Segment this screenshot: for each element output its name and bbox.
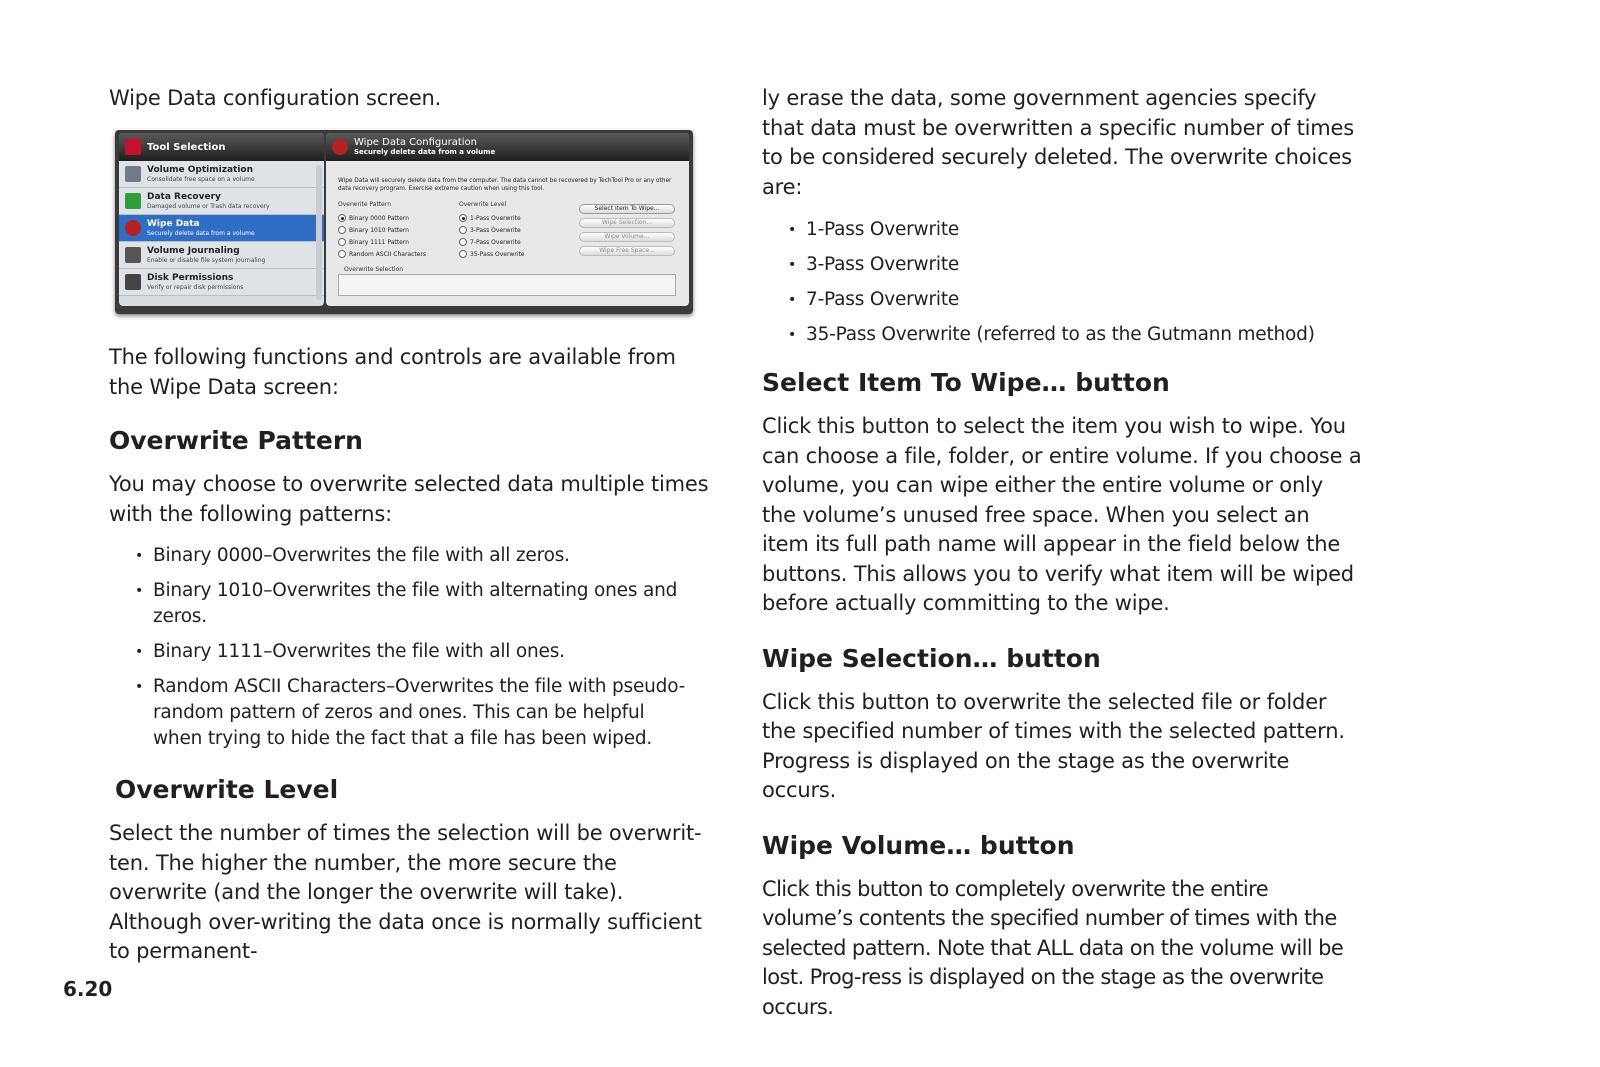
list-item-text: Random ASCII Characters–Overwrites the file with pseudo-random pattern of zeros and ones. This can be helpful when trying to hide the fact that a file has been wiped. xyxy=(153,676,686,749)
level-header: Overwrite Level xyxy=(459,201,507,208)
level-radio-1-pass[interactable] xyxy=(459,212,525,224)
level-radio-35-pass[interactable] xyxy=(459,248,525,260)
radio-label: Binary 0000 Pattern xyxy=(349,214,409,222)
overwrite-selection-field xyxy=(338,274,676,296)
pattern-list xyxy=(135,543,698,752)
wipe-data-icon xyxy=(332,139,348,155)
tool-item-volume-optimization[interactable] xyxy=(119,161,324,188)
volume-journaling-icon xyxy=(125,247,141,263)
disk-permissions-icon xyxy=(125,274,141,290)
config-title: Wipe Data Configuration xyxy=(354,137,477,148)
level-group xyxy=(459,201,525,260)
wipe-volume-button[interactable]: Wipe Volume... xyxy=(579,232,675,242)
overwrite-choices-list xyxy=(788,217,1362,348)
list-item-text: 7-Pass Overwrite xyxy=(806,289,960,310)
select-item-heading: Select Item To Wipe… button xyxy=(762,368,1170,397)
wipe-free-space-button[interactable]: Wipe Free Space... xyxy=(579,246,675,256)
left-column-body xyxy=(109,343,709,967)
list-item: • Random ASCII Characters–Overwrites the file with pseudo-random pattern of zeros and ones. This can be helpful when trying to hide the fact that a file has been wiped. xyxy=(135,676,686,749)
tool-name: Data Recovery xyxy=(147,191,221,202)
tool-desc: Verify or repair disk permissions xyxy=(147,283,244,291)
pattern-header: Overwrite Pattern xyxy=(338,201,392,208)
list-item-text: Binary 0000–Overwrites the file with all zeros. xyxy=(153,545,570,566)
list-item: • 3-Pass Overwrite xyxy=(788,254,960,275)
radio-label: 7-Pass Overwrite xyxy=(470,238,521,246)
tool-selection-title: Tool Selection xyxy=(147,141,226,153)
overwrite-level-body: Select the number of times the selection will be overwrit-ten. The higher the number, the more secure the overwrite (and the longer the overwrite will take). Although over-writing the data once is normally sufficient to permanent- xyxy=(109,821,702,963)
radio-icon xyxy=(338,250,346,258)
radio-selected-icon xyxy=(459,214,467,222)
list-item: • 7-Pass Overwrite xyxy=(788,289,960,310)
wipe-selection-heading: Wipe Selection… button xyxy=(762,643,1101,673)
radio-label: 35-Pass Overwrite xyxy=(470,250,525,258)
radio-selected-icon xyxy=(338,214,346,222)
tool-desc: Consolidate free space on a volume xyxy=(147,175,255,183)
pattern-group xyxy=(338,201,426,260)
wipe-volume-heading: Wipe Volume… button xyxy=(762,830,1075,860)
config-subtitle: Securely delete data from a volume xyxy=(354,148,496,156)
list-item: • Binary 1111–Overwrites the file with all ones. xyxy=(135,641,565,662)
tool-name: Volume Optimization xyxy=(147,164,253,175)
wipe-data-screenshot xyxy=(115,130,693,314)
volume-optimization-icon xyxy=(125,166,141,182)
wipe-selection-button[interactable]: Wipe Selection... xyxy=(579,218,675,228)
wipe-data-config-panel xyxy=(326,133,689,306)
tool-name: Disk Permissions xyxy=(147,272,234,283)
radio-label: Binary 1010 Pattern xyxy=(349,226,409,234)
radio-icon xyxy=(338,238,346,246)
page-number: 6.20 xyxy=(63,977,113,1001)
list-item-text: 35-Pass Overwrite (referred to as the Gutmann method) xyxy=(806,324,1315,345)
radio-label: 1-Pass Overwrite xyxy=(470,214,521,222)
pattern-radio-binary-0000[interactable] xyxy=(338,212,426,224)
continued-paragraph: ly erase the data, some government agencies specify that data must be overwritten a specific number of times to be considered securely deleted. The overwrite choices are: xyxy=(762,86,1354,199)
level-radio-3-pass[interactable] xyxy=(459,224,525,236)
pattern-radio-random-ascii[interactable] xyxy=(338,248,426,260)
tool-desc: Securely delete data from a volume xyxy=(147,229,255,237)
tool-item-volume-journaling[interactable] xyxy=(119,242,324,269)
radio-icon xyxy=(459,238,467,246)
pattern-radio-binary-1010[interactable] xyxy=(338,224,426,236)
radio-icon xyxy=(338,226,346,234)
tool-item-disk-permissions[interactable] xyxy=(119,269,324,296)
overwrite-pattern-body: You may choose to overwrite selected data multiple times with the following patterns: xyxy=(109,472,709,526)
tool-selection-panel xyxy=(119,133,324,306)
list-item: • 35-Pass Overwrite (referred to as the Gutmann method) xyxy=(788,324,1315,345)
data-recovery-icon xyxy=(125,193,141,209)
list-item-text: Binary 1111–Overwrites the file with all ones. xyxy=(153,641,565,662)
list-item: • Binary 1010–Overwrites the file with alternating ones and zeros. xyxy=(135,580,678,627)
overwrite-level-heading: Overwrite Level xyxy=(115,775,339,804)
list-item-text: Binary 1010–Overwrites the file with alternating ones and zeros. xyxy=(153,580,678,627)
level-radio-7-pass[interactable] xyxy=(459,236,525,248)
config-description: Wipe Data will securely delete data from the computer. The data cannot be recovered by TechTool Pro or any other data recovery program. Exercise extreme caution when using this tool. xyxy=(338,178,672,192)
tool-item-data-recovery[interactable] xyxy=(119,188,324,215)
tool-selection-header xyxy=(119,133,324,161)
tool-desc: Damaged volume or Trash data recovery xyxy=(147,202,270,210)
select-item-to-wipe-button[interactable]: Select Item To Wipe... xyxy=(579,204,675,214)
list-item-text: 3-Pass Overwrite xyxy=(806,254,960,275)
overwrite-pattern-heading: Overwrite Pattern xyxy=(109,426,363,455)
right-column xyxy=(762,84,1362,1022)
radio-label: Binary 1111 Pattern xyxy=(349,238,409,246)
wipe-data-icon xyxy=(125,220,141,236)
tool-name: Wipe Data xyxy=(147,218,200,229)
wipe-selection-body: Click this button to overwrite the selected file or folder the specified number of times with the selected pattern. Progress is displayed on the stage as the overwrite occurs. xyxy=(762,689,1345,802)
tool-desc: Enable or disable file system journaling xyxy=(147,256,266,264)
overwrite-selection-label: Overwrite Selection xyxy=(344,266,404,273)
list-item-text: 1-Pass Overwrite xyxy=(806,219,960,240)
intro-paragraph: The following functions and controls are available from the Wipe Data screen: xyxy=(109,345,676,399)
list-item: • 1-Pass Overwrite xyxy=(788,219,960,240)
radio-label: 3-Pass Overwrite xyxy=(470,226,521,234)
toolbox-icon xyxy=(125,139,141,155)
left-column xyxy=(109,84,709,114)
figure-caption: Wipe Data configuration screen. xyxy=(109,86,442,110)
radio-icon xyxy=(459,226,467,234)
list-item: • Binary 0000–Overwrites the file with all zeros. xyxy=(135,545,570,566)
tool-name: Volume Journaling xyxy=(147,245,240,256)
radio-label: Random ASCII Characters xyxy=(349,250,427,258)
tool-item-wipe-data[interactable] xyxy=(119,215,324,242)
config-header xyxy=(326,133,689,161)
wipe-volume-body: Click this button to completely overwrite the entire volume’s contents the specified number of times with the selected pattern. Note that ALL data on the volume will be lost. Prog-ress is displayed on the stage as the overwrite occurs. xyxy=(762,876,1344,1019)
select-item-body: Click this button to select the item you wish to wipe. You can choose a file, folder, or entire volume. If you choose a volume, you can wipe either the entire volume or only the volume’s unused free space. When you select an item its full path name will appear in the field below the buttons. This allows you to verify what item will be wiped before actually committing to the wipe. xyxy=(762,414,1362,615)
pattern-radio-binary-1111[interactable] xyxy=(338,236,426,248)
tool-list-scrollbar[interactable] xyxy=(316,165,322,300)
radio-icon xyxy=(459,250,467,258)
